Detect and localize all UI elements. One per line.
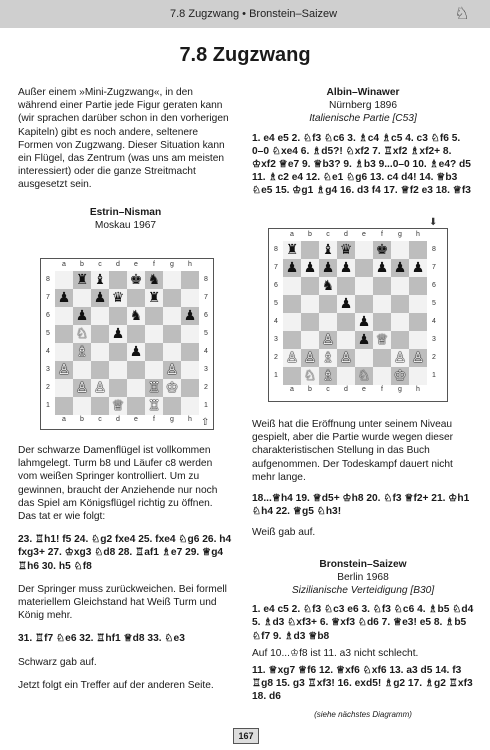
move-list: 31. ♖f7 ♘e6 32. ♖hf1 ♕d8 33. ♘e3 [18, 633, 185, 645]
chess-piece: ♟ [93, 290, 107, 306]
rank-label: 4 [204, 348, 208, 355]
chess-piece: ♟ [111, 326, 125, 342]
rank-label: 7 [46, 294, 50, 301]
file-label: h [416, 231, 420, 238]
game-place: Nürnberg 1896 [329, 100, 397, 112]
board-square [127, 289, 145, 307]
board-square [55, 343, 73, 361]
file-label: b [80, 261, 84, 268]
opening-name: Italienische Partie [C53] [309, 113, 417, 125]
board-square [109, 271, 127, 289]
board-square [373, 349, 391, 367]
board-square [127, 379, 145, 397]
chess-piece: ♙ [57, 362, 71, 378]
rank-label: 5 [204, 330, 208, 337]
chess-piece: ♟ [285, 260, 299, 276]
board-square [355, 295, 373, 313]
rank-label: 5 [46, 330, 50, 337]
rank-label: 3 [274, 336, 278, 343]
board-square [373, 295, 391, 313]
file-label: d [344, 231, 348, 238]
game-title: Bronstein–Saizew [319, 558, 407, 570]
opening-name: Sizilianische Verteidigung [B30] [291, 585, 435, 597]
chess-piece: ♜ [285, 242, 299, 258]
rank-label: 3 [432, 336, 436, 343]
board-square [355, 349, 373, 367]
chess-piece: ♜ [75, 272, 89, 288]
move-indicator-icon: ⬇ [429, 217, 438, 228]
board-square [391, 295, 409, 313]
result-text: Schwarz gab auf. [18, 656, 97, 668]
rank-label: 7 [432, 264, 436, 271]
chess-piece: ♟ [375, 260, 389, 276]
board-square [301, 295, 319, 313]
board-square [409, 313, 427, 331]
chess-piece: ♙ [93, 380, 107, 396]
move-list: 1. e4 e5 2. ♘f3 ♘c6 3. ♗c4 ♗c5 4. c3 ♘f6 5. 0–0 ♘xe4 6. ♗d5?! ♘xf2 7. ♖xf2 ♗xf2+ 8. ♔xf2 ♕e7 9. ♕b3? 9. ♗b3 9...0–0 10. ♗e4? d5 11. ♗c2 e4 12. ♘e1 ♘g6 13. c4 d4! 14. ♕b3 ♘e5 15. ♔g1 ♗g4 16. d3 f4 17. ♕f2 e3 18. ♕f3 [252, 132, 471, 197]
board-square [127, 397, 145, 415]
board-square [73, 289, 91, 307]
chess-piece: ♟ [129, 344, 143, 360]
rank-label: 4 [46, 348, 50, 355]
board-square [163, 289, 181, 307]
rank-label: 6 [432, 282, 436, 289]
board-square [337, 367, 355, 385]
chess-piece: ♔ [393, 368, 407, 384]
rank-label: 2 [46, 384, 50, 391]
chess-piece: ♞ [147, 272, 161, 288]
chess-piece: ♙ [339, 350, 353, 366]
file-label: c [326, 231, 330, 238]
board-square [409, 277, 427, 295]
file-label: e [362, 386, 366, 393]
chess-piece: ♟ [183, 308, 197, 324]
chess-diagram-2 [268, 217, 448, 402]
rank-label: 2 [274, 354, 278, 361]
board-square [163, 271, 181, 289]
file-label: d [116, 261, 120, 268]
board-square [91, 361, 109, 379]
section-title: 7.8 Zugzwang [179, 44, 311, 66]
rank-label: 8 [46, 276, 50, 283]
rank-label: 5 [274, 300, 278, 307]
board-square [301, 277, 319, 295]
board-square [145, 307, 163, 325]
file-label: h [188, 416, 192, 423]
chess-piece: ♟ [357, 332, 371, 348]
rank-label: 7 [204, 294, 208, 301]
board-square [109, 307, 127, 325]
file-label: e [134, 261, 138, 268]
board-square [301, 313, 319, 331]
move-list: 11. ♕xg7 ♕f6 12. ♕xf6 ♘xf6 13. a3 d5 14. f3 ♖g8 15. g3 ♖xf3! 16. exd5! ♗g2 17. ♗g2 ♖xf3 18. d6 [252, 665, 473, 703]
file-label: c [98, 416, 102, 423]
board-square [55, 379, 73, 397]
chess-piece: ♙ [393, 350, 407, 366]
rank-label: 4 [432, 318, 436, 325]
board-square [55, 271, 73, 289]
board-square [409, 367, 427, 385]
board-square [181, 325, 199, 343]
board-square [145, 343, 163, 361]
chess-piece: ♜ [147, 290, 161, 306]
game-title: Estrin–Nisman [89, 206, 162, 218]
intro-paragraph: Außer einem »Mini-Zugzwang«, in den während einer Partie jede Figur geraten kann (wir sprachen darüber schon in den vorherigen Kapiteln) gibt es noch andere, seltenere Formen von Zugzwang. Dieser Situation kann ein Flügel, das Zentrum (was uns am meisten interessiert) oder die ganze Streitmacht ausgesetzt sein. [18, 87, 229, 191]
board-square [91, 397, 109, 415]
rank-label: 8 [432, 246, 436, 253]
board-square [145, 325, 163, 343]
file-label: e [362, 231, 366, 238]
file-label: f [153, 261, 155, 268]
move-list: 1. e4 c5 2. ♘f3 ♘c3 e6 3. ♘f3 ♘c6 4. ♗b5 ♘d4 5. ♗d3 ♘xf3+ 6. ♕xf3 ♘d6 7. ♕e3! e5 8. ♗b5 ♘f7 9. ♗d3 ♕b8 [252, 604, 474, 642]
file-label: g [170, 416, 174, 423]
chess-piece: ♙ [321, 332, 335, 348]
board-square [109, 379, 127, 397]
board-square [337, 277, 355, 295]
analysis-paragraph: Der schwarze Damenflügel ist vollkommen lahmgelegt. Turm b8 und Läufer c8 werden vom weißen Springer kontrolliert. Um zu gewinnen, braucht der Anziehende nur noch das Spiel am Königsflügel richtig zu öffnen. Das tat er wie folgt: [18, 445, 218, 523]
board-square [181, 271, 199, 289]
board-square [109, 361, 127, 379]
board-square [373, 277, 391, 295]
board-square [163, 307, 181, 325]
page-header [0, 0, 490, 28]
chess-piece: ♟ [339, 260, 353, 276]
chess-piece: ♟ [393, 260, 407, 276]
board-square [373, 367, 391, 385]
board-square [355, 241, 373, 259]
chess-piece: ♝ [321, 242, 335, 258]
board-square [283, 277, 301, 295]
game-place: Berlin 1968 [337, 571, 389, 583]
board-square [55, 397, 73, 415]
chess-piece: ♟ [411, 260, 425, 276]
board-square [373, 313, 391, 331]
board-square [91, 325, 109, 343]
chess-piece: ♕ [111, 398, 125, 414]
file-label: f [153, 416, 155, 423]
footnote: (siehe nächstes Diagramm) [314, 709, 412, 719]
chess-piece: ♟ [357, 314, 371, 330]
move-list: 18...♕h4 19. ♕d5+ ♔h8 20. ♘f3 ♕f2+ 21. ♔h1 ♘h4 22. ♕g5 ♘h3! [252, 493, 470, 518]
file-label: g [398, 386, 402, 393]
rank-label: 4 [274, 318, 278, 325]
board-square [409, 295, 427, 313]
file-label: h [416, 386, 420, 393]
chess-piece: ♛ [111, 290, 125, 306]
chess-piece: ♙ [303, 350, 317, 366]
rank-label: 7 [274, 264, 278, 271]
board-square [91, 307, 109, 325]
chess-piece: ♟ [339, 296, 353, 312]
file-label: a [62, 416, 66, 423]
chess-piece: ♘ [357, 368, 371, 384]
right-column-lower [252, 418, 474, 721]
left-column-lower [18, 444, 233, 692]
board-square [181, 289, 199, 307]
board-square [283, 331, 301, 349]
board-square [391, 331, 409, 349]
board-square [91, 343, 109, 361]
rank-label: 6 [274, 282, 278, 289]
chess-piece: ♚ [129, 272, 143, 288]
board-square [301, 331, 319, 349]
rank-label: 1 [432, 372, 436, 379]
rank-label: 6 [204, 312, 208, 319]
board-square [163, 397, 181, 415]
board-square [163, 343, 181, 361]
chess-piece: ♙ [285, 350, 299, 366]
analysis-paragraph: Der Springer muss zurückweichen. Bei formell materiellem Gleichstand hat Weiß Turm und König mehr. [18, 583, 227, 622]
board-square [145, 361, 163, 379]
board-square [283, 313, 301, 331]
chess-piece: ♟ [321, 260, 335, 276]
board-square [319, 313, 337, 331]
board-square [55, 325, 73, 343]
file-label: a [290, 231, 294, 238]
board-square [391, 313, 409, 331]
chess-piece: ♞ [129, 308, 143, 324]
rank-label: 5 [432, 300, 436, 307]
page-number: 167 [233, 728, 259, 744]
board-square [391, 241, 409, 259]
board-square [409, 331, 427, 349]
rank-label: 3 [46, 366, 50, 373]
rank-label: 8 [204, 276, 208, 283]
chess-piece: ♘ [303, 368, 317, 384]
board-square [181, 361, 199, 379]
board-square [181, 397, 199, 415]
analysis-note: Auf 10...♔f8 ist 11. a3 nicht schlecht. [252, 647, 419, 659]
board-square [355, 277, 373, 295]
file-label: b [80, 416, 84, 423]
file-label: d [116, 416, 120, 423]
chess-diagram-1 [40, 258, 214, 430]
left-column [18, 86, 233, 232]
board-square [337, 313, 355, 331]
file-label: f [381, 231, 383, 238]
board-square [127, 325, 145, 343]
chess-piece: ♗ [321, 368, 335, 384]
board-square [127, 361, 145, 379]
board-square [391, 277, 409, 295]
board-square [283, 295, 301, 313]
rank-label: 8 [274, 246, 278, 253]
board-square [55, 307, 73, 325]
chess-piece: ♗ [321, 350, 335, 366]
chess-piece: ♚ [375, 242, 389, 258]
file-label: g [398, 231, 402, 238]
file-label: a [290, 386, 294, 393]
rank-label: 1 [274, 372, 278, 379]
chess-piece: ♟ [57, 290, 71, 306]
chess-piece: ♙ [75, 380, 89, 396]
rank-label: 2 [432, 354, 436, 361]
file-label: g [170, 261, 174, 268]
chess-piece: ♝ [93, 272, 107, 288]
board-square [109, 343, 127, 361]
board-square [301, 241, 319, 259]
board-square [337, 331, 355, 349]
chess-piece: ♖ [147, 398, 161, 414]
file-label: c [98, 261, 102, 268]
closing-text: Jetzt folgt ein Treffer auf der anderen Seite. [18, 679, 214, 691]
board-square [181, 343, 199, 361]
chess-piece: ♞ [321, 278, 335, 294]
chess-piece: ♙ [165, 362, 179, 378]
file-label: b [308, 231, 312, 238]
rank-label: 1 [46, 402, 50, 409]
file-label: d [344, 386, 348, 393]
rank-label: 1 [204, 402, 208, 409]
board-square [73, 397, 91, 415]
board-square [409, 241, 427, 259]
move-indicator-icon: ⇧ [201, 417, 210, 428]
chess-piece: ♕ [375, 332, 389, 348]
chess-piece: ♛ [339, 242, 353, 258]
file-label: f [381, 386, 383, 393]
board-square [163, 325, 181, 343]
analysis-paragraph: Weiß hat die Eröffnung unter seinem Niveau gespielt, aber die Partie wurde wegen dieser charakteristischen Stellung in das Buch aufgenommen. Der Todeskampf dauert nicht mehr lange. [252, 419, 454, 483]
move-list: 23. ♖h1! f5 24. ♘g2 fxe4 25. fxe4 ♘g6 26. h4 fxg3+ 27. ♔xg3 ♘d8 28. ♖af1 ♗e7 29. ♕g4 ♖h6 30. h5 ♘f8 [18, 534, 232, 572]
board-square [283, 367, 301, 385]
game-title: Albin–Winawer [326, 87, 400, 98]
board-square [355, 259, 373, 277]
knight-icon: ♘ [454, 4, 470, 23]
rank-label: 6 [46, 312, 50, 319]
right-column [252, 86, 474, 198]
rank-label: 2 [204, 384, 208, 391]
file-label: h [188, 261, 192, 268]
result-text: Weiß gab auf. [252, 527, 316, 539]
board-square [73, 361, 91, 379]
running-head: 7.8 Zugzwang • Bronstein–Saizew [170, 8, 338, 20]
chess-piece: ♔ [165, 380, 179, 396]
board-square [181, 379, 199, 397]
chess-piece: ♖ [147, 380, 161, 396]
rank-label: 3 [204, 366, 208, 373]
board-square [319, 295, 337, 313]
chess-piece: ♟ [303, 260, 317, 276]
file-label: b [308, 386, 312, 393]
chess-piece: ♘ [75, 326, 89, 342]
chess-piece: ♗ [75, 344, 89, 360]
file-label: a [62, 261, 66, 268]
file-label: e [134, 416, 138, 423]
game-place: Moskau 1967 [94, 219, 157, 231]
chess-piece: ♙ [411, 350, 425, 366]
chess-piece: ♟ [75, 308, 89, 324]
file-label: c [326, 386, 330, 393]
